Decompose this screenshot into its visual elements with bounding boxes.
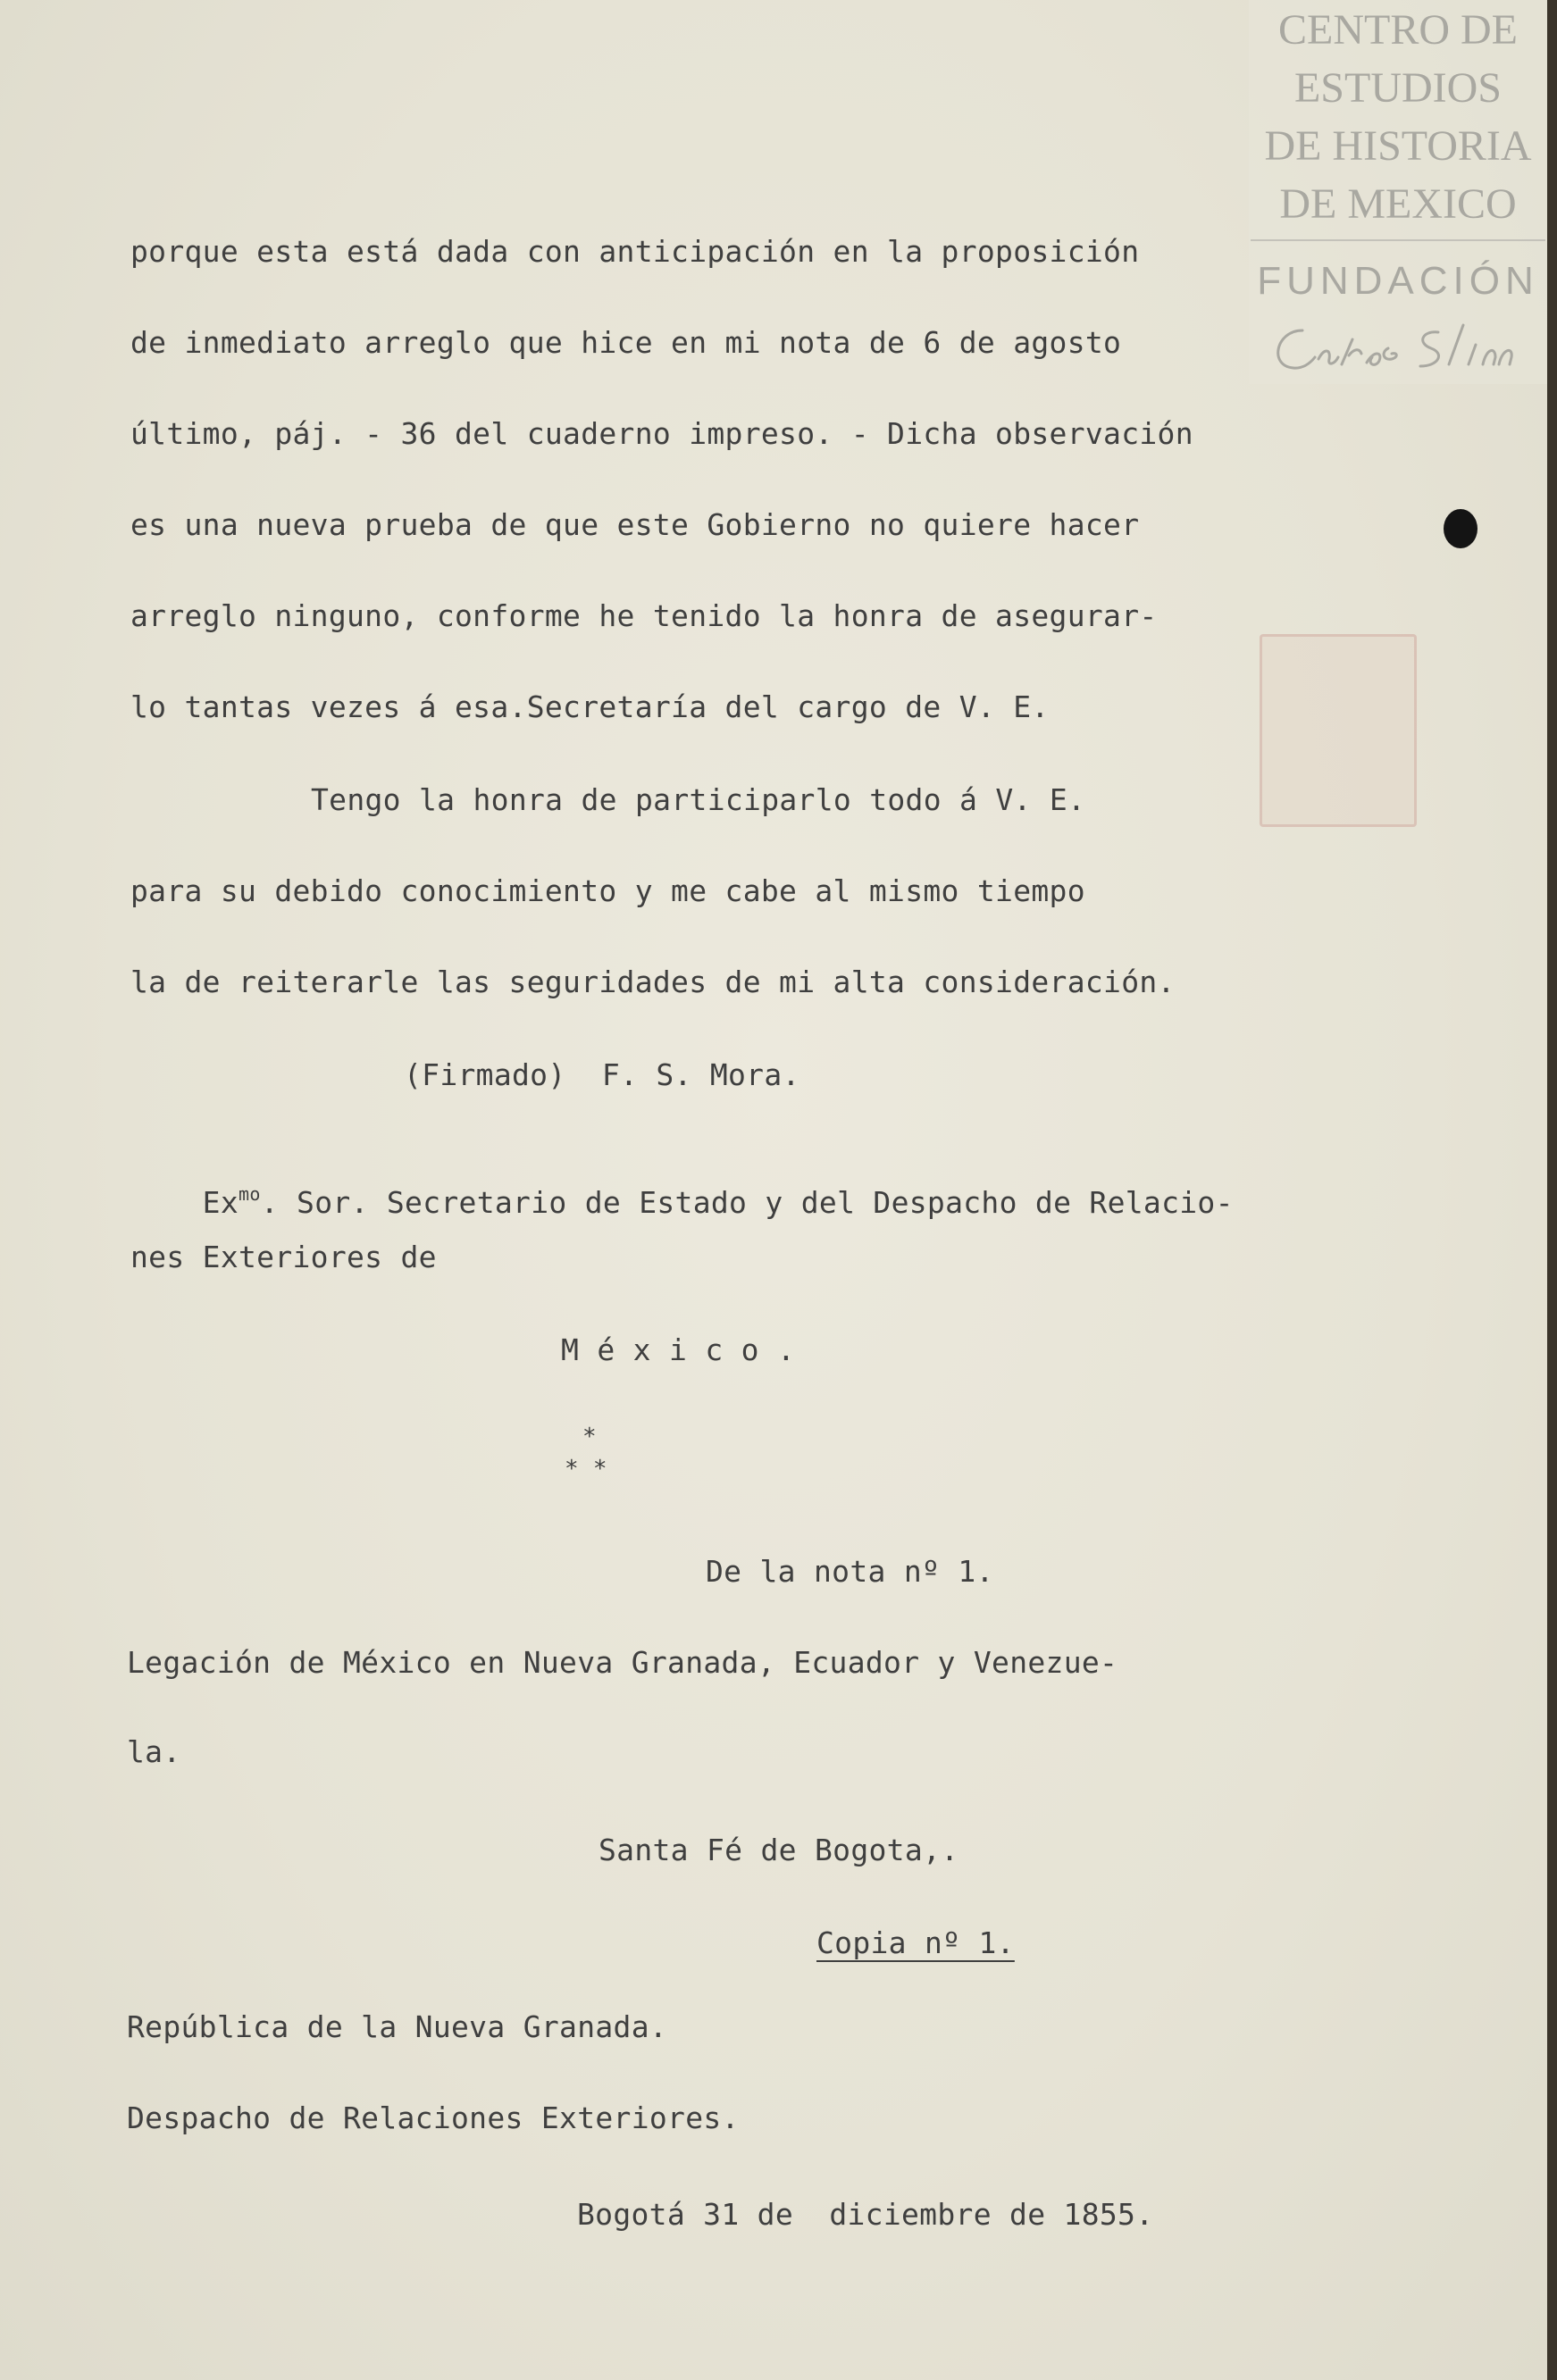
date-line: Bogotá 31 de diciembre de 1855. — [577, 2197, 1154, 2232]
text-line: la. — [127, 1734, 181, 1769]
text-line: Despacho de Relaciones Exteriores. — [127, 2100, 740, 2135]
asterism-top: * — [582, 1424, 597, 1450]
text-line: último, páj. - 36 del cuaderno impreso. - Dicha observación — [130, 416, 1193, 451]
text-line: República de la Nueva Granada. — [127, 2009, 668, 2044]
text-line: Legación de México en Nueva Granada, Ecuador y Venezue- — [127, 1645, 1118, 1680]
text-line: es una nueva prueba de que este Gobierno no quiere hacer — [130, 507, 1140, 542]
watermark-line: DE MEXICO — [1279, 180, 1517, 228]
archive-watermark — [1249, 0, 1547, 384]
text-line: arreglo ninguno, conforme he tenido la honra de asegurar- — [130, 598, 1158, 633]
text-line: de inmediato arreglo que hice en mi nota de 6 de agosto — [130, 325, 1122, 360]
place-date-line: Santa Fé de Bogota,. — [599, 1833, 959, 1867]
note-heading: De la nota nº 1. — [706, 1554, 994, 1589]
text-line: lo tantas vezes á esa.Secretaría del cargo de V. E. — [130, 689, 1050, 724]
text-line: porque esta está dada con anticipación en la proposición — [130, 234, 1140, 269]
signature-line: (Firmado) F. S. Mora. — [404, 1057, 800, 1092]
text-line: nes Exteriores de — [130, 1240, 437, 1274]
text-line: la de reiterarle las seguridades de mi alta consideración. — [130, 965, 1176, 999]
place-heading: M é x i c o . — [561, 1332, 796, 1367]
watermark-divider — [1251, 239, 1545, 241]
asterism-bottom: * * — [565, 1456, 607, 1482]
copy-heading: Copia nº 1. — [816, 1925, 1015, 1960]
faded-stamp — [1260, 634, 1417, 827]
watermark-foundation: FUNDACIÓN — [1257, 259, 1539, 303]
text-line: Tengo la honra de participarlo todo á V. E. — [311, 782, 1086, 817]
page-edge-shadow — [1547, 0, 1557, 2380]
addressee-text: . Sor. Secretario de Estado y del Despacho de Relacio- — [260, 1185, 1234, 1220]
watermark-line: DE HISTORIA — [1264, 122, 1532, 170]
watermark-line: ESTUDIOS — [1293, 64, 1502, 112]
addressee-prefix: Ex — [202, 1185, 239, 1220]
text-line: para su debido conocimiento y me cabe al mismo tiempo — [130, 873, 1085, 908]
addressee-superscript: mo — [239, 1183, 261, 1205]
watermark-line: CENTRO DE — [1278, 6, 1518, 54]
signature-mark-icon — [1249, 313, 1547, 384]
punch-hole — [1444, 509, 1477, 548]
